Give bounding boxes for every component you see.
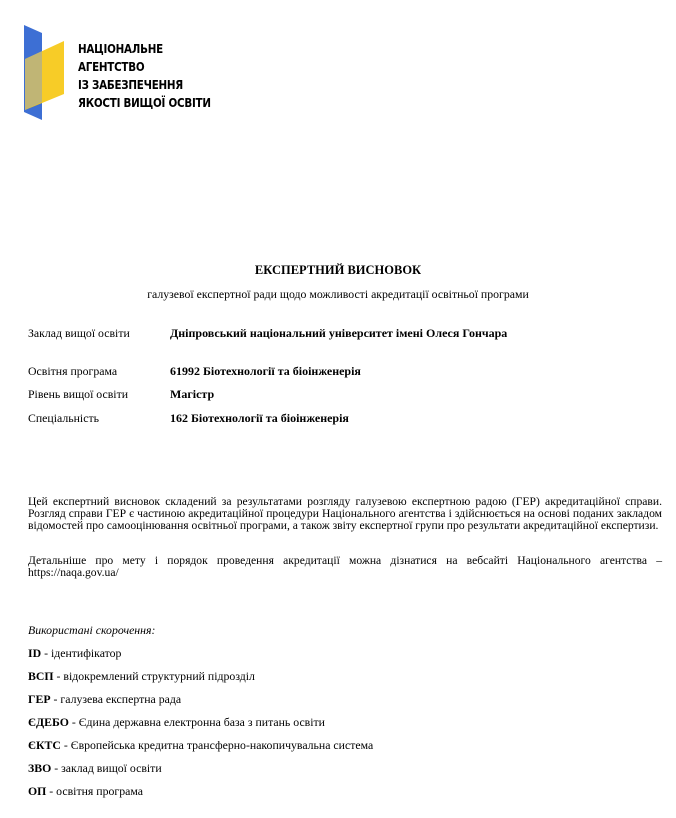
abbreviation-item [28, 715, 325, 730]
logo-line-1: НАЦІОНАЛЬНЕ [78, 41, 163, 56]
abbreviation-item [28, 784, 143, 799]
abbreviation-key: ОП [28, 784, 47, 798]
logo-text [78, 40, 211, 112]
abbreviation-text: - Єдина державна електронна база з питань освіти [68, 715, 325, 729]
info-label: Рівень вищої освіти [28, 387, 129, 401]
info-label: Освітня програма [28, 364, 118, 378]
abbreviations-title: Використані скорочення: [28, 623, 156, 637]
document-title: ЕКСПЕРТНИЙ ВИСНОВОК [254, 263, 422, 277]
document-subtitle: галузевої експертної ради щодо можливості акредитації освітньої програми [147, 287, 529, 301]
abbreviation-item [28, 761, 162, 776]
abbreviation-key: ГЕР [28, 692, 51, 706]
abbreviation-text: - освітня програма [46, 784, 144, 798]
naqa-logo-mark [20, 21, 66, 124]
logo-line-4: ЯКОСТІ ВИЩОЇ ОСВІТИ [78, 95, 211, 110]
abbreviation-item [28, 646, 121, 661]
abbreviation-key: ВСП [28, 669, 54, 683]
abbreviation-item [28, 738, 373, 753]
info-value: 61992 Біотехнології та біоінженерія [170, 364, 361, 378]
naqa-logo [20, 21, 230, 124]
abbreviation-text: - Європейська кредитна трансферно-накопичувальна система [60, 738, 374, 752]
info-value: 162 Біотехнології та біоінженерія [170, 411, 349, 425]
info-value: Магістр [170, 387, 215, 401]
intro-paragraph: Цей експертний висновок складений за результатами розгляду галузевою експертною радою (ГЕР) акредитаційної справи. Розгляд справи ГЕР є частиною акредитаційної процедури Національного агентства і здійснюється на основі поданих закладом відомостей про самооцінювання освітньої програми, а також звіту експертної групи про результати акредитаційної експертизи. [28, 495, 662, 532]
abbreviation-item [28, 692, 181, 707]
abbreviation-key: ЄДЕБО [28, 715, 69, 729]
details-paragraph: Детальніше про мету і порядок проведення акредитації можна дізнатися на вебсайті Національного агентства – https://naqa.gov.ua/ [28, 554, 662, 579]
info-value: Дніпровський національний університет імені Олеся Гончара [170, 326, 508, 340]
abbreviation-key: ЄКТС [28, 738, 61, 752]
info-label: Спеціальність [28, 411, 99, 425]
logo-line-3: ІЗ ЗАБЕЗПЕЧЕННЯ [78, 77, 184, 92]
abbreviation-text: - галузева експертна рада [50, 692, 182, 706]
abbreviation-text: - відокремлений структурний підрозділ [53, 669, 255, 683]
abbreviation-key: ЗВО [28, 761, 52, 775]
abbreviation-text: - заклад вищої освіти [51, 761, 162, 775]
info-label: Заклад вищої освіти [28, 326, 130, 340]
abbreviation-item [28, 669, 255, 684]
abbreviation-text: - ідентифікатор [41, 646, 122, 660]
abbreviation-key: ID [28, 646, 42, 660]
logo-line-2: АГЕНТСТВО [78, 59, 145, 74]
